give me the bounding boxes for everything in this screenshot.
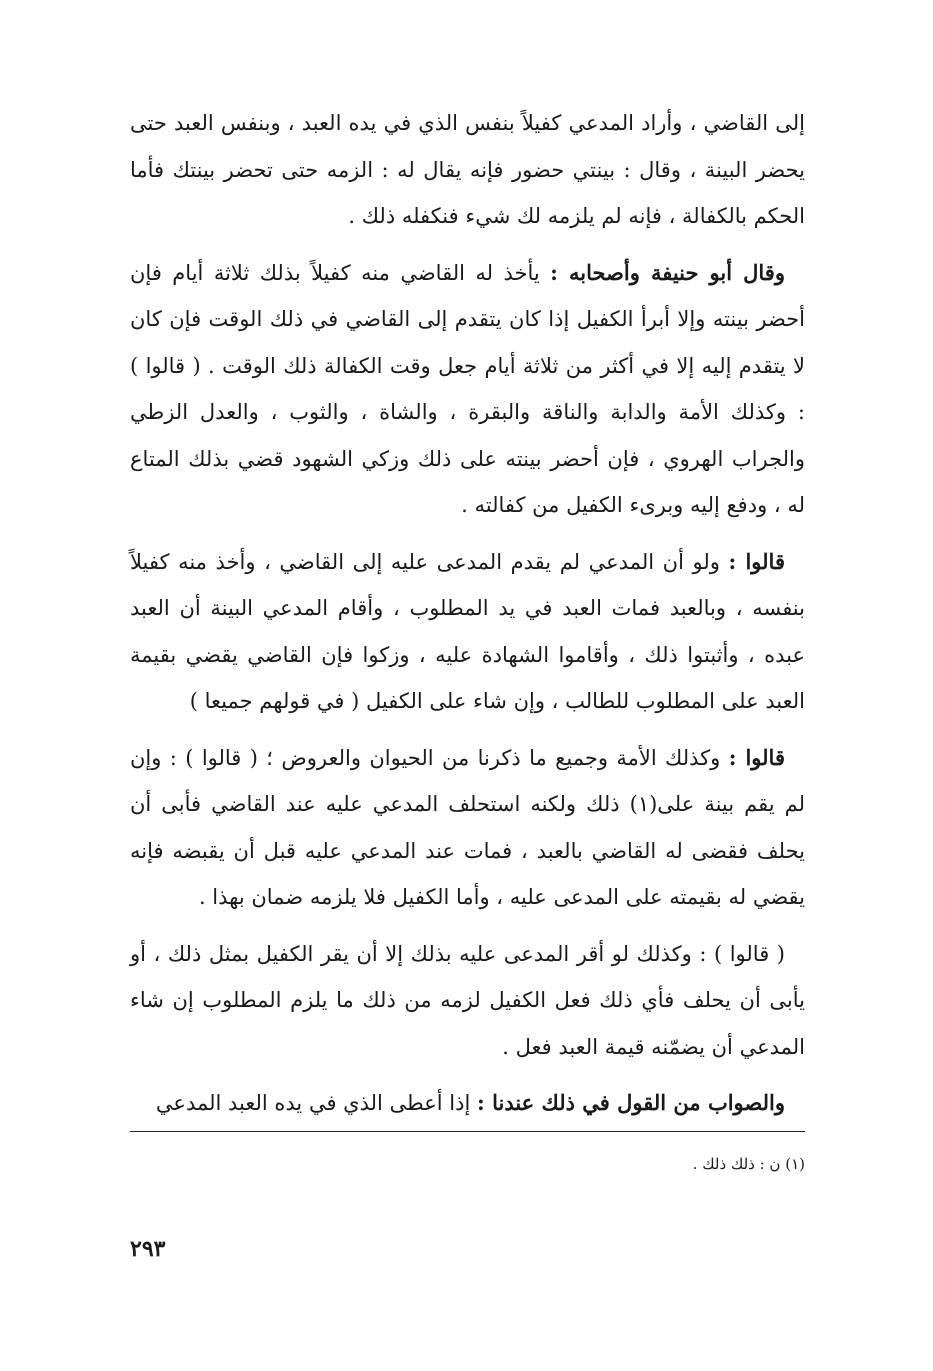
- paragraph-1: [130, 100, 805, 240]
- paragraph-5: [130, 931, 805, 1071]
- main-text: [130, 100, 805, 1127]
- page-number: ٢٩٣: [130, 1236, 166, 1262]
- paragraph-6-lead: والصواب من القول في ذلك عندنا :: [477, 1090, 785, 1115]
- paragraph-6: [130, 1080, 805, 1127]
- paragraph-1-text: إلى القاضي ، وأراد المدعي كفيلاً بنفس الذي في يده العبد ، وبنفس العبد حتى يحضر البينة ، وقال : بينتي حضور فإنه يقال له : الزمه حتى تحضر بينتك فأما الحكم بالكفالة ، فإنه لم يلزمه لك شيء فنكفله ذلك .: [130, 111, 805, 228]
- paragraph-4: [130, 735, 805, 921]
- paragraph-3-lead: قالوا :: [728, 548, 785, 574]
- paragraph-4-text: وكذلك الأمة وجميع ما ذكرنا من الحيوان والعروض ؛ ( قالوا ) : وإن لم يقم بينة على(١) ذلك ولكنه استحلف المدعي عليه عند القاضي فأبى أن يحلف فقضى له القاضي بالعبد ، فمات عند المدعي عليه قبل أن يقبضه فإنه يقضي له بقيمته على المدعى عليه ، وأما الكفيل فلا يلزمه ضمان بهذا .: [130, 745, 805, 909]
- paragraph-3: [130, 539, 805, 725]
- paragraph-2: [130, 250, 805, 529]
- paragraph-5-text: ( قالوا ) : وكذلك لو أقر المدعى عليه بذلك إلا أن يقر الكفيل بمثل ذلك ، أو يأبى أن يحلف فأي ذلك فعل الكفيل لزمه من ذلك ما يلزم المطلوب إن شاء المدعي أن يضمّنه قيمة العبد فعل .: [130, 941, 805, 1059]
- paragraph-4-lead: قالوا :: [728, 744, 785, 770]
- paragraph-2-lead: وقال أبو حنيفة وأصحابه :: [550, 259, 785, 285]
- paragraph-6-text: إذا أعطى الذي في يده العبد المدعي: [155, 1091, 478, 1115]
- paragraph-3-text: ولو أن المدعي لم يقدم المدعى عليه إلى القاضي ، وأخذ منه كفيلاً بنفسه ، وبالعبد فمات العبد في يد المطلوب ، وأقام المدعي البينة أن العبد عبده ، وأثبتوا ذلك ، وأقاموا الشهادة عليه ، وزكوا فإن القاضي يقضي بقيمة العبد على المطلوب للطالب ، وإن شاء على الكفيل ( في قولهم جميعا ): [130, 549, 805, 713]
- footnote: (١) ن : ذلك ذلك .: [692, 1155, 805, 1173]
- paragraph-2-text: يأخذ له القاضي منه كفيلاً بذلك ثلاثة أيام فإن أحضر بينته وإلا أبرأ الكفيل إذا كان يتقدم إلى القاضي في ذلك الوقت فإن كان لا يتقدم إليه إلا في أكثر من ثلاثة أيام جعل وقت الكفالة ذلك الوقت . ( قالوا ) : وكذلك الأمة والدابة والناقة والبقرة ، والشاة ، والثوب ، والعدل الزطي والجراب الهروي ، فإن أحضر بينته على ذلك وزكي الشهود قضي بذلك المتاع له ، ودفع إليه وبرىء الكفيل من كفالته .: [130, 260, 805, 517]
- footnote-separator: [130, 1131, 805, 1132]
